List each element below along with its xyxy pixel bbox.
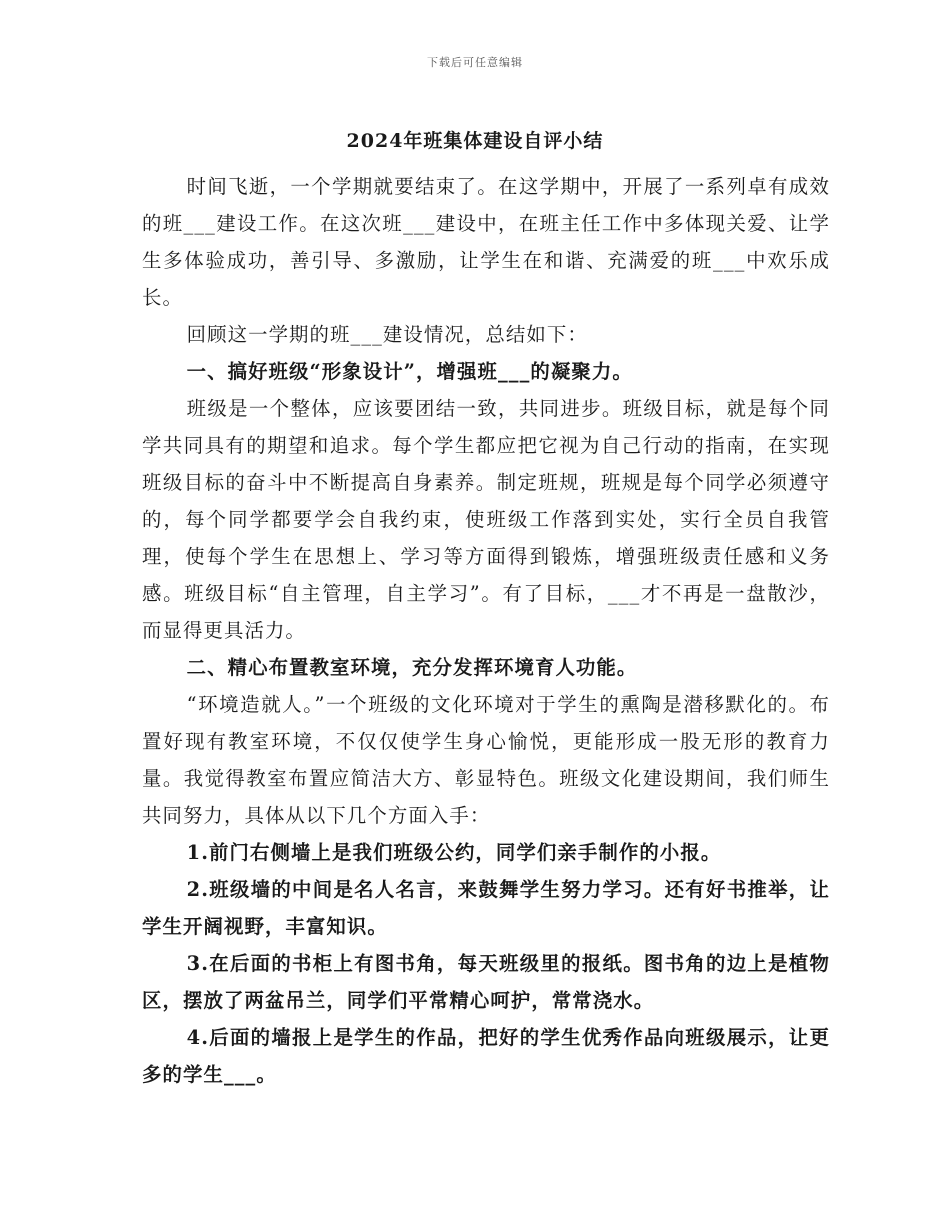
section-2-paragraph: “环境造就人。”一个班级的文化环境对于学生的熏陶是潜移默化的。布置好现有教室环境，不仅仅使学生身心愉悦，更能形成一股无形的教育力量。我觉得教室布置应简洁大方、彰显特色。班级文化建设期间，我们师生共同努力，具体从以下几个方面入手： xyxy=(142,693,830,827)
document-title: 2024年班集体建设自评小结 xyxy=(346,130,604,152)
section-heading-1: 一、搞好班级“形象设计”，增强班___的凝聚力。 xyxy=(186,360,633,383)
list-item-3: 3.在后面的书柜上有图书角，每天班级里的报纸。图书角的边上是植物区，摆放了两盆吊兰，同学们平常精心呵护，常常浇水。 xyxy=(142,952,830,1012)
document-body xyxy=(142,168,830,1093)
list-item-4: 4.后面的墙报上是学生的作品，把好的学生优秀作品向班级展示，让更多的学生___。 xyxy=(142,1026,830,1086)
list-item-1: 1.前门右侧墙上是我们班级公约，同学们亲手制作的小报。 xyxy=(186,841,722,864)
page-header-note: 下载后可任意编辑 xyxy=(427,56,523,69)
section-heading-2: 二、精心布置教室环境，充分发挥环境育人功能。 xyxy=(186,656,638,679)
summary-lead-paragraph: 回顾这一学期的班___建设情况，总结如下： xyxy=(186,323,588,346)
intro-paragraph: 时间飞逝，一个学期就要结束了。在这学期中，开展了一系列卓有成效的班___建设工作。在这次班___建设中，在班主任工作中多体现关爱、让学生多体验成功，善引导、多激励，让学生在和谐、充满爱的班___中欢乐成长。 xyxy=(142,175,830,309)
section-1-paragraph: 班级是一个整体，应该要团结一致，共同进步。班级目标，就是每个同学共同具有的期望和追求。每个学生都应把它视为自己行动的指南，在实现班级目标的奋斗中不断提高自身素养。制定班规，班规是每个同学必须遵守的，每个同学都要学会自我约束，使班级工作落到实处，实行全员自我管理，使每个学生在思想上、学习等方面得到锻炼，增强班级责任感和义务感。班级目标“自主管理，自主学习”。有了目标，___才不再是一盘散沙，而显得更具活力。 xyxy=(142,397,830,642)
list-item-2: 2.班级墙的中间是名人名言，来鼓舞学生努力学习。还有好书推举，让学生开阔视野，丰富知识。 xyxy=(142,878,830,938)
